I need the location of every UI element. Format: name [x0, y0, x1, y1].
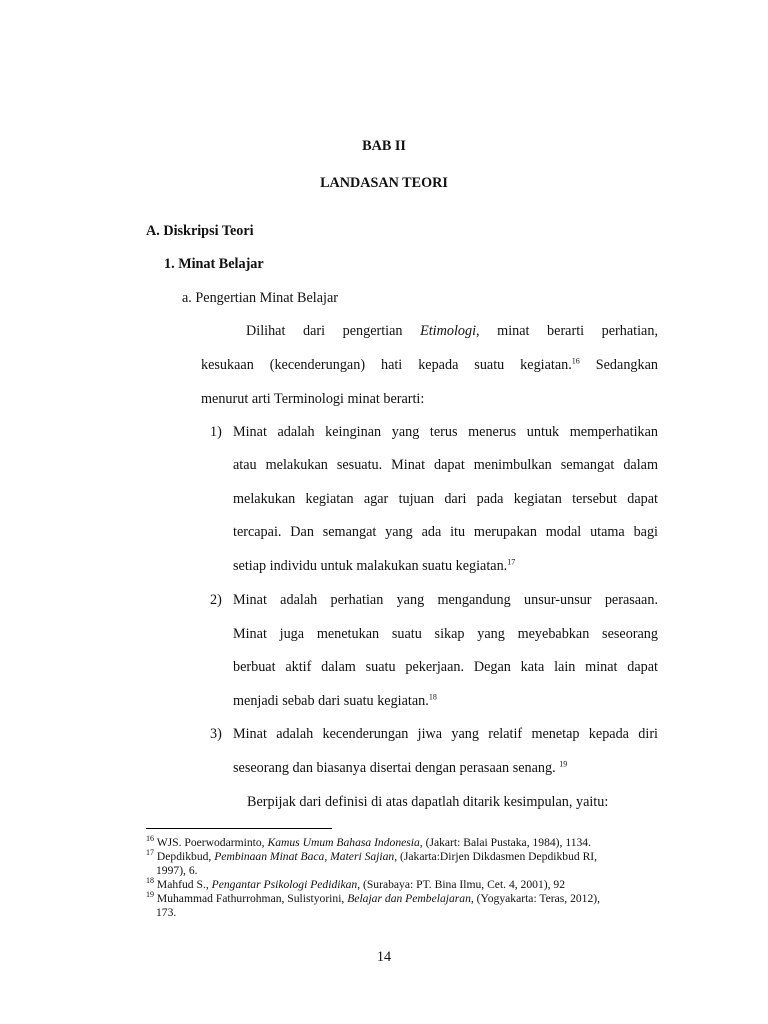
- intro-line-1-italic: Etimologi: [420, 323, 477, 339]
- intro-line-3: menurut arti Terminologi minat berarti:: [201, 391, 425, 407]
- chapter-title: LANDASAN TEORI: [320, 175, 448, 191]
- item-3-line-1: Minat adalah kecenderungan jiwa yang relatif menetap kepada diri: [233, 726, 658, 742]
- item-3-line-2: [233, 759, 567, 777]
- item-2-line-4: [233, 692, 437, 710]
- footnote-17: [146, 850, 597, 864]
- intro-line-1-end: , minat berarti perhatian,: [476, 323, 658, 339]
- item-1-last-text: setiap individu untuk malakukan suatu kegiatan.: [233, 558, 508, 574]
- footnote-16-number: 16: [146, 834, 154, 844]
- footnote-16-pre: WJS. Poerwodarminto,: [154, 836, 268, 849]
- item-1-line-1: Minat adalah keinginan yang terus menerus untuk memperhatikan: [233, 424, 658, 440]
- footnote-18-number: 18: [146, 876, 154, 886]
- item-1-line-3: melakukan kegiatan agar tujuan dari pada kegiatan tersebut dapat: [233, 491, 658, 507]
- item-1-line-5: [233, 557, 515, 575]
- footnote-18-title: Pengantar Psikologi Pedidikan: [211, 878, 358, 891]
- footnote-18-post: , (Surabaya: PT. Bina Ilmu, Cet. 4, 2001), 92: [357, 878, 566, 891]
- section-heading: A. Diskripsi Teori: [146, 223, 254, 239]
- footnote-17-number: 17: [146, 848, 154, 858]
- intro-line-1-start: Dilihat dari pengertian: [246, 323, 421, 339]
- item-2-marker: 2): [210, 592, 222, 608]
- footnote-19-pre: Muhammad Fathurrohman, Sulistyorini,: [154, 892, 348, 905]
- footnote-19: [146, 892, 600, 906]
- chapter-number: BAB II: [362, 138, 406, 154]
- footnote-17-post: , (Jakarta:Dirjen Dikdasmen Depdikbud RI,: [394, 850, 598, 863]
- intro-line-1: [246, 322, 658, 340]
- item-2-line-2: Minat juga menetukan suatu sikap yang meyebabkan seseorang: [233, 626, 658, 642]
- footnote-ref-19: 19: [559, 759, 568, 769]
- item-2-line-3: berbuat aktif dalam suatu pekerjaan. Degan kata lain minat dapat: [233, 659, 658, 675]
- subsubsection-heading: a. Pengertian Minat Belajar: [182, 290, 339, 306]
- footnote-19-number: 19: [146, 890, 154, 900]
- item-2-last-text: menjadi sebab dari suatu kegiatan.: [233, 693, 429, 709]
- footnote-16: [146, 836, 591, 850]
- footnote-16-post: , (Jakart: Balai Pustaka, 1984), 1134.: [419, 836, 591, 849]
- footnote-18-pre: Mahfud S.,: [154, 878, 212, 891]
- item-1-marker: 1): [210, 424, 222, 440]
- footnote-17-pre: Depdikbud,: [154, 850, 215, 863]
- footnote-17-title: Pembinaan Minat Baca, Materi Sajian: [214, 850, 395, 863]
- footnote-17-continuation: 1997), 6.: [156, 864, 198, 877]
- intro-line-2-tail: Sedangkan: [595, 357, 658, 373]
- footnote-ref-17: 17: [507, 557, 516, 567]
- footnote-19-continuation: 173.: [156, 906, 177, 919]
- footnote-16-title: Kamus Umum Bahasa Indonesia: [267, 836, 420, 849]
- conclusion-line: Berpijak dari definisi di atas dapatlah ditarik kesimpulan, yaitu:: [247, 794, 609, 810]
- footnote-19-post: (Yogyakarta: Teras, 2012),: [473, 892, 601, 905]
- intro-line-2-text: kesukaan (kecenderungan) hati kepada suatu kegiatan.: [201, 357, 572, 373]
- intro-line-2: [201, 356, 658, 374]
- item-1-line-4: tercapai. Dan semangat yang ada itu merupakan modal utama bagi: [233, 524, 658, 540]
- subsection-heading: 1. Minat Belajar: [164, 256, 264, 272]
- page-number: 14: [376, 949, 392, 965]
- footnote-ref-16: 16: [571, 356, 580, 366]
- item-3-marker: 3): [210, 726, 222, 742]
- footnote-ref-18: 18: [428, 692, 437, 702]
- item-3-last-text: seseorang dan biasanya disertai dengan perasaan senang.: [233, 760, 560, 776]
- item-2-line-1: Minat adalah perhatian yang mengandung unsur-unsur perasaan.: [233, 592, 658, 608]
- footnote-18: [146, 878, 565, 892]
- footnote-separator: [146, 828, 332, 829]
- item-1-line-2: atau melakukan sesuatu. Minat dapat menimbulkan semangat dalam: [233, 457, 658, 473]
- footnote-19-title: Belajar dan Pembelajaran,: [347, 892, 474, 905]
